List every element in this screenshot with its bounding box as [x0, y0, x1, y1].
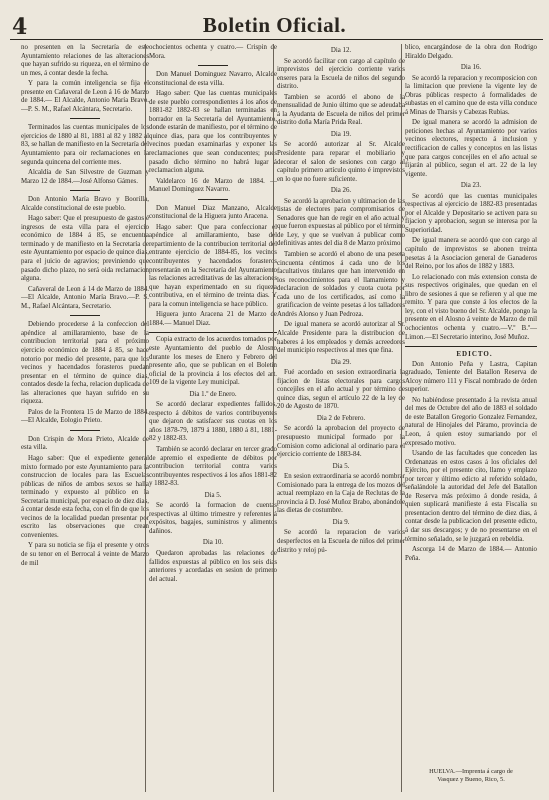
- page-number: 4: [12, 14, 28, 40]
- date-heading: Dia 5.: [204, 491, 222, 499]
- paragraph: Valdelarco 16 de Marzo de 1884. —Manuel Dominguez Navarro.: [149, 177, 277, 194]
- paragraph: Se acordó autorizar al Sr. Alcalde Presidente para reparar el mobiliario y decorar el salon de sesiones con cargo al capítulo primero artículo quinto é imprevistos en lo que no fuere suficiente.: [277, 141, 405, 183]
- paragraph: Hago saber: Que las cuentas municipales de este pueblo correspondientes á los años de 1881-82 1882-83 se hallan terminadas en borrador en la Secretaría del Ayuntamiento, donde estarán de manifiesto, por el término de quince dias, para que los contribuyentes y vecinos puedan examinarlas y exponer las reclamaciones que sean conducentes; pues pasado dicho término no habrá lugar á reclamacion alguna.: [149, 90, 277, 175]
- section-separator: [70, 430, 100, 431]
- paragraph: Se acordó facilitar con cargo al capítulo de imprevistos del ejercicio corriente varios enseres para la Escuela de niños del segundo distrito.: [277, 57, 405, 91]
- section-rule: [405, 346, 537, 347]
- paragraph: Se acordó la aprobacion y ultimacion de las listas de electores para compromisarios de Senadores que han de regir en el año actual y que fueron expuestas al público por el término de Ley, y que se vuelvan á publicar como definitivas antes del dia 8 de Marzo próximo.: [277, 197, 405, 248]
- paragraph: Terminados las cuentas municipales de los ejercicios de 1880 al 81, 1881 al 82 y 1882 al 83, se hallan de manifiesto en la Secretaría del Ayuntamiento para oir reclamaciones en la segunda quincena del corriente mes.: [21, 124, 149, 166]
- column-3: [277, 44, 405, 794]
- paragraph: Lo relacionado con más extension consta de sus respectivos originales, que quedan en el libro de sesiones á que se refieren y al que me remito. Y para que conste á los efectos de la ley, con el visto bueno del Sr. Alcalde, pongo la presente en el Alosno á veinte de Marzo de mil ochocientos ochenta y cuatro.—V.º B.º—Limon.—El Secretario interino, José Muñoz.: [405, 273, 537, 341]
- date-heading: Dia 9.: [332, 518, 350, 526]
- printer-imprint: [405, 768, 537, 784]
- paragraph: Ascorga 14 de Marzo de 1884.— Antonio Peña.: [405, 546, 537, 562]
- paragraph: no presenten en la Secretaría de este Ayuntamiento relaciones de las alteraciones que hayan sufrido su riqueza, en el término de un mes, á contar desde la fecha.: [21, 44, 149, 77]
- paragraph: Se acordó declarar expedientes fallidos, respecto á débitos de varios contribuyentes que dejaron de satisfacer sus cuotas en los años 1878-79, 1879 á 1880, 1880 á 81, 1881-82 y 1882-83.: [149, 401, 277, 443]
- section-separator: [70, 315, 100, 316]
- paragraph: Don Crispin de Mora Prieto, Alcalde de esta villa.: [21, 435, 149, 452]
- section-separator: [70, 190, 100, 191]
- column-2: [149, 44, 277, 794]
- paragraph: Hago saber: Que el presupuesto de gastos é ingresos de esta villa para el ejercicio económico de 1884 á 85, se encuentra terminado y de manifiesto en la Secretaría de este Ayuntamiento por espacio de quince dias, para el juicio de agravios; previniendo que pasado dicho plazo, no será oida reclamacion alguna.: [21, 215, 149, 283]
- date-heading: Dia 23.: [460, 182, 482, 190]
- date-heading: Dia 2 de Febrero.: [316, 414, 366, 422]
- paragraph: Y para su noticia se fija el presente y otros de su tenor en el Berrocal á veinte de Marzo de mil: [21, 542, 149, 567]
- paragraph: ochocientos ochenta y cuatro.— Crispin de Mora.: [149, 44, 277, 60]
- paragraph: Higuera junto Aracena 21 de Marzo de 1884.— Manuel Diaz.: [149, 311, 277, 327]
- paragraph: Don Manuel Dominguez Navarro, Alcalde constitucional de esta villa.: [149, 71, 277, 87]
- edicto-heading: EDICTO.: [456, 350, 493, 359]
- column-divider: [273, 44, 274, 792]
- paragraph: Quedaron aprobadas las relaciones de fallidos expuestas al público en los seis dias anteriores y acordadas en sesion de primero del actual.: [149, 549, 277, 583]
- page-header: [0, 0, 549, 40]
- paragraph: Se acordó que las cuentas municipales respectivas al ejercicio de 1882-83 presentadas por el Alcalde y Depositario se activen para su fijacion y aprobacion, segun se interesa por la Superioridad.: [405, 192, 537, 234]
- header-rule: [10, 39, 543, 40]
- paragraph: Don Manuel Diaz Manzano, Alcalde constitucional de la Higuera junto Aracena.: [149, 204, 277, 221]
- date-heading: Dia 12.: [330, 47, 352, 54]
- section-separator: [198, 65, 228, 66]
- paragraph: De igual manera se acordó autorizar al Sr. Alcalde Presidente para la distribucion de haberes á los empleados y demás acreedores del municipio respectivos al mes que fina.: [277, 321, 405, 355]
- paragraph: Hago saber: Que para confeccionar el apéndice al amillaramiento, base del repartimiento de la contribucion territorial del entrante ejercicio de 1884-85, los vecinos contribuyentes y hacendados forasteros presentarán en la Secretaría del Ayuntamiento las relaciones acreditativas de las alteraciones que hayan experimentado en su riqueza contributiva, en el término de treinta dias. Y para la comun inteligencia se hace público.: [149, 223, 277, 308]
- paragraph: Copia extracto de los acuerdos tomados por este Ayuntamiento del pueblo de Alosno durante los meses de Enero y Febrero del presente año, que se publican en el Boletin oficial de la provincia á los efectos del art. 109 de la vigente Ley municipal.: [149, 336, 277, 387]
- paragraph: No habiéndose presentado á la revista anual del mes de Octubre del año de 1883 el soldado de este Batallon Gregorio Gonzalez Fernandez, natural de Hinojales del Páramo, provincia de Leon, á quien estoy sumariando por el expresado motivo.: [405, 396, 537, 447]
- paragraph: Don Antonio María Bravo y Boorilla, Alcalde constitucional de este pueblo.: [21, 196, 149, 212]
- date-heading: Dia 19.: [330, 130, 352, 138]
- column-divider: [145, 44, 146, 792]
- column-divider: [401, 44, 402, 792]
- paragraph: Fué acordado en sesion extraordinaria la fijacion de listas electorales para cargos concejiles en el año actual y por término de quince dias, segun el artículo 22 de la ley de 20 de Agosto de 1870.: [277, 369, 405, 411]
- paragraph: Palos de la Frontera 15 de Marzo de 1884.—El Alcalde, Eologio Prieto.: [21, 408, 149, 425]
- paragraph: Y para la común inteligencia se fija el presente en Cañaveral de Leon á 16 de Marzo de 1884.— El Alcalde, Antonio María Bravo. —P. S. M., Rafael Alcántara, Secretario.: [21, 80, 149, 113]
- paragraph: Se acordó la reparacion de varios desperfectos en la Escuela de niños del primer distrito y reloj pú-: [277, 529, 405, 554]
- paragraph: blico, encargándose de la obra don Rodrigo Hiraldo Delgado.: [405, 44, 537, 60]
- date-heading: Dia 5.: [332, 462, 350, 470]
- paragraph: Usando de las facultades que conceden las Ordenanzas en estos casos á los oficiales del Ejército, por el presente cito, llamo y emplazo por tercer y último edicto al referido soldado, señalándole la autoridad del Jefe del Batallon de Reserva más próximo á donde resida, á quien suplicará manifieste á esta Fiscalía su presentacion dentro del término de diez dias, á contar desde la publicacion del presente edicto, á dar sus descargos; y de no presentarse en el término señalado, se le juzgará en rebeldía.: [405, 450, 537, 543]
- paragraph: Debiendo procederse á la confeccion del apéndice al amillaramiento, base de la contribucion territorial para el próximo ejercicio económico de 1884 á 85, se hace notorio por medio del presente, para que los vecinos y hacendados forasteros puedan presentar en el término de quince dias, contados desde la fecha, relacion duplicada de las alteraciones que hayan sufrido en su riqueza.: [21, 321, 149, 406]
- paragraph: Se acordó la aprobacion del proyecto de presupuesto municipal formado por la Comision como adicional al ordinario para el ejercicio corriente de 1883-84.: [277, 425, 405, 459]
- paragraph: Se acordó la reparacion y recomposicion con la limitacion que previene la vigente ley de Obras públicas respecto á formalidades de subastas en el camino que de esta villa conduce á Minas de Tharsis y Cabezas Rubias.: [405, 74, 537, 116]
- paragraph: Se acordó la formacion de cuentas respectivas al último trimestre y referentes á expósitos, bagajes, suministros y alimentos dañinos.: [149, 502, 277, 535]
- paragraph: Don Antonio Peña y Lastra, Capitan graduado, Teniente del Batallon Reserva de Alcoy número 111 y Fiscal nombrado de órden superior.: [405, 360, 537, 394]
- paragraph: De igual manera se acordó la admision de peticiones hechas al Ayuntamiento por varios vecinos electores, respecto á inclusion y rectificacion de calles y conceptos en las listas que para cargos concejiles en el año actual se fijarán al público, segun el art. 22 de la ley vigente.: [405, 119, 537, 178]
- section-separator: [70, 118, 100, 119]
- paragraph: Hago saber: Que el expediente general mixto formado por este Ayuntamiento para la construccion de locales para las Escuelas públicas de niños de ambos sexos se halla terminado y expuesto al público en la Secretaría municipal, por espacio de diez dias, á contar desde esta fecha, con el fin de que los vecinos de la localidad puedan presentar por escrito las observaciones que crean convenientes.: [21, 454, 149, 539]
- paragraph: En sesion extraordinaria se acordó nombrar Comisionado para la entrega de los mozos del actual reemplazo en la Caja de Reclutas de la provincia á D. José Muñoz Brabo, abonándole las dietas de costumbre.: [277, 473, 405, 515]
- section-rule: [149, 332, 277, 333]
- column-4: [405, 44, 537, 794]
- paragraph: De igual manera se acordó que con cargo al capítulo de imprevistos se abonen treinta pesetas á la Asociacion general de Ganaderos del Reino, por los años de 1882 y 1883.: [405, 237, 537, 271]
- paragraph: Alcaldía de San Silvestre de Guzman y Marzo 12 de 1884.—José Alfonso Gámes.: [21, 169, 149, 185]
- paragraph: También se acordó declarar en tercer grado de apremio el expediente de débitos por contribucion territorial contra varios contribuyentes respectivos á los años 1881-82 y 1882-83.: [149, 445, 277, 488]
- imprint-line: Vasquez y Bueno, Rico, 5.: [437, 776, 505, 783]
- date-heading: Dia 26.: [330, 187, 352, 195]
- date-heading: Dia 29.: [330, 358, 352, 366]
- paragraph: Tambien se acordó el abono de una peseta cincuenta céntimos á cada uno de los facultativos titulares que han intervenido en los reconocimientos para el llamamiento y declaracion de soldados y cuota cuota por cada uno de los certificados, así como la gratificacion de veinte pesetas á los talladores Andrés Alonso y Juan Pedroza.: [277, 251, 405, 318]
- section-separator: [198, 199, 228, 200]
- paragraph: Cañaveral de Leon á 14 de Marzo de 1884.—El Alcalde, Antonio María Bravo.—P. S. M., Rafael Alcántara, Secretario.: [21, 285, 149, 310]
- date-heading: Dia 1.º de Enero.: [189, 390, 237, 398]
- paragraph: Tambien se acordó el abono de la mensualidad de Junio último que se adeudaba á la Ayudanta de Escuela de niños del primer distrito doña María Prida Real.: [277, 93, 405, 127]
- date-heading: Dia 10.: [202, 539, 224, 547]
- date-heading: Dia 16.: [460, 64, 482, 72]
- newspaper-title: Boletin Oficial.: [202, 13, 347, 37]
- column-1: [21, 44, 149, 794]
- imprint-line: HUELVA.—Imprenta á cargo de: [429, 768, 513, 775]
